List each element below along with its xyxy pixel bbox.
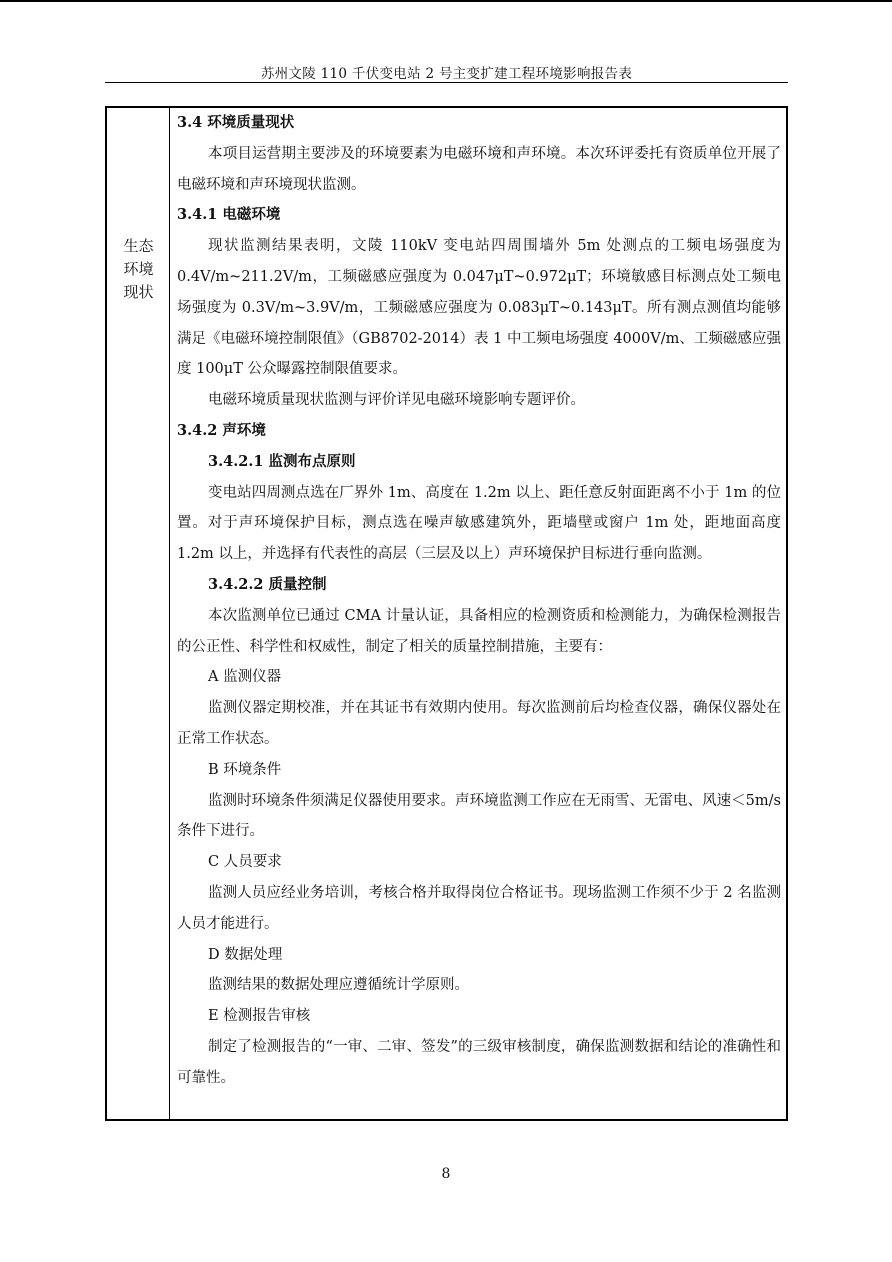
item-a-title: A 监测仪器 — [208, 669, 282, 686]
item-b-title: B 环境条件 — [208, 761, 282, 778]
section-heading-3-4-2-1: 3.4.2.1 监测布点原则 — [208, 452, 356, 470]
paragraph-em-reference: 电磁环境质量现状监测与评价详见电磁环境影响专题评价。 — [208, 392, 585, 409]
section-heading-3-4-2: 3.4.2 声环境 — [177, 421, 266, 439]
document-header-title: 苏州文陵 110 千伏变电站 2 号主变扩建工程环境影响报告表 — [260, 66, 633, 82]
item-d-title: D 数据处理 — [208, 946, 283, 963]
item-c-title: C 人员要求 — [208, 854, 282, 871]
paragraph-layout-principle: 变电站四周测点选在厂界外 1m、高度在 1.2m 以上、距任意反射面距离不小于 1m 的位置。对于声环境保护目标，测点选在噪声敏感建筑外，距墙壁或窗户 1m 处，距地面高度 1.2m 以上，并选择有代表性的高层（三层及以上）声环境保护目标进行垂向监测。 — [177, 484, 781, 563]
category-label-line-2: 环境 — [123, 260, 154, 278]
section-heading-3-4-1: 3.4.1 电磁环境 — [177, 206, 281, 224]
header-rule — [105, 82, 788, 83]
category-label-line-3: 现状 — [123, 283, 154, 301]
paragraph-quality-control: 本次监测单位已通过 CMA 计量认证，具备相应的检测资质和检测能力，为确保检测报告的公正性、科学性和权威性，制定了相关的质量控制措施，主要有： — [177, 607, 781, 655]
item-e-title: E 检测报告审核 — [208, 1008, 311, 1025]
content-column — [177, 108, 781, 1094]
paragraph-em-results: 现状监测结果表明，文陵 110kV 变电站四周围墙外 5m 处测点的工频电场强度为 0.4V/m~211.2V/m，工频磁感应强度为 0.047μT~0.972μT；环境敏感目标测点处工频电场强度为 0.3V/m~3.9V/m，工频磁感应强度为 0.083μT~0.143μT。所有测点测值均能够满足《电磁环境控制限值》（GB8702-2014）表 1 中工频电场强度 4000V/m、工频磁感应强度 100μT 公众曝露控制限值要求。 — [177, 238, 781, 378]
content-table — [105, 106, 788, 1121]
item-a-text: 监测仪器定期校准，并在其证书有效期内使用。每次监测前后均检查仪器，确保仪器处在正常工作状态。 — [177, 700, 781, 747]
category-column — [107, 108, 170, 1119]
category-label-line-1: 生态 — [123, 237, 154, 255]
item-b-text: 监测时环境条件须满足仪器使用要求。声环境监测工作应在无雨雪、无雷电、风速＜5m/s 条件下进行。 — [177, 792, 781, 840]
section-heading-3-4: 3.4 环境质量现状 — [177, 114, 295, 131]
category-label — [107, 235, 170, 304]
item-c-text: 监测人员应经业务培训，考核合格并取得岗位合格证书。现场监测工作须不少于 2 名监测人员才能进行。 — [177, 884, 781, 932]
item-d-text: 监测结果的数据处理应遵循统计学原则。 — [208, 977, 469, 994]
section-heading-3-4-2-2: 3.4.2.2 质量控制 — [208, 575, 327, 593]
top-border-line — [0, 0, 892, 2]
item-e-text: 制定了检测报告的“一审、二审、签发”的三级审核制度，确保监测数据和结论的准确性和可靠性。 — [177, 1038, 781, 1086]
page-number: 8 — [441, 1166, 451, 1182]
paragraph-intro: 本项目运营期主要涉及的环境要素为电磁环境和声环境。本次环评委托有资质单位开展了电磁环境和声环境现状监测。 — [177, 145, 781, 193]
